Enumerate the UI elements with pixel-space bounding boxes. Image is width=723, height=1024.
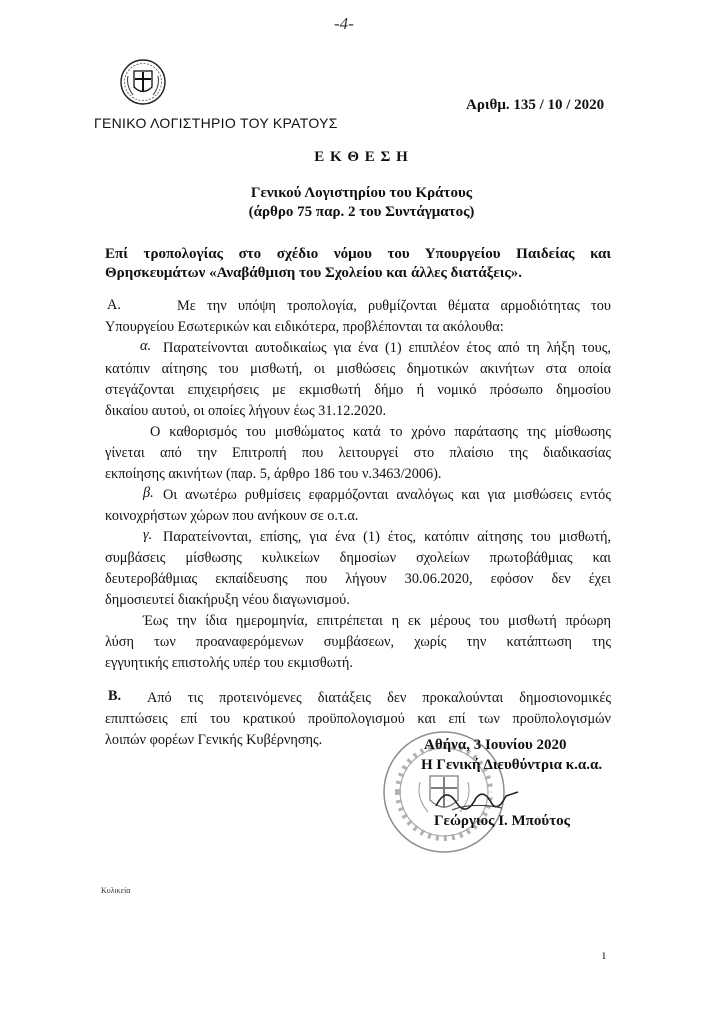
item-gamma-marker: γ.: [143, 527, 153, 543]
item-alpha-marker: α.: [140, 338, 152, 354]
agency-name: ΓΕΝΙΚΟ ΛΟΓΙΣΤΗΡΙΟ ΤΟΥ ΚΡΑΤΟΥΣ: [94, 115, 338, 131]
subject-line: Επί τροπολογίας στο σχέδιο νόμου του Υπουργείου Παιδείας και: [105, 246, 611, 262]
section-a-line: Με την υπόψη τροπολογία, ρυθμίζονται θέματα αρμοδιότητας του: [177, 298, 611, 314]
item-alpha-line: δικαίου αυτού, οι οποίες λήγουν έως 31.12.2020.: [105, 403, 387, 419]
item-gamma-line: συμβάσεις μίσθωσης κυλικείων δημοσίων σχολείων πρωτοβάθμιας και: [105, 550, 611, 566]
section-b-line: λοιπών φορέων Γενικής Κυβέρνησης.: [105, 732, 323, 748]
item-beta-line: Οι ανωτέρω ρυθμίσεις εφαρμόζονται αναλόγως και για μισθώσεις εντός: [163, 487, 611, 503]
document-subtitle: Γενικού Λογιστηρίου του Κράτους: [250, 185, 473, 201]
document-subtitle-article: (άρθρο 75 παρ. 2 του Συντάγματος): [248, 204, 475, 220]
item-alpha-line: κατόπιν αίτησης του μισθωτή, οι μισθώσεις δημοτικών ακινήτων στα οποία: [105, 361, 611, 377]
item-beta-marker: β.: [143, 485, 154, 501]
item-alpha-line: στεγάζονται επιχειρήσεις με εκμισθωτή δήμο ή νομικό πρόσωπο δημοσίου: [105, 382, 611, 398]
section-a-marker: Α.: [107, 297, 121, 313]
page-corner-mark: ı: [602, 948, 606, 963]
section-b-line: Από τις προτεινόμενες διατάξεις δεν προκαλούνται δημοσιονομικές: [147, 690, 611, 706]
page-mark: -4-: [334, 14, 354, 33]
item-beta-line: κοινοχρήστων χώρων που ανήκουν σε ο.τ.α.: [105, 508, 359, 524]
item-alpha-line: γίνεται από την Επιτροπή που λειτουργεί στο πλαίσιο της διαδικασίας: [105, 445, 611, 461]
reference-number: Αριθμ. 135 / 10 / 2020: [466, 97, 605, 113]
section-a-line: Υπουργείου Εσωτερικών και ειδικότερα, προβλέπονται τα ακόλουθα:: [105, 319, 504, 335]
item-gamma-line: δημοσιευτεί διακήρυξη νέου διαγωνισμού.: [105, 592, 350, 608]
item-alpha-line: εκποίησης ακινήτων (παρ. 5, άρθρο 186 του ν.3463/2006).: [105, 466, 442, 482]
signature-date: Αθήνα, 3 Ιουνίου 2020: [424, 737, 567, 753]
document-title: Ε Κ Θ Ε Σ Η: [314, 149, 409, 165]
item-gamma-line: εγγυητικής επιστολής υπέρ του εκμισθωτή.: [105, 655, 353, 671]
subject-line: Θρησκευμάτων «Αναβάθμιση του Σχολείου και άλλες διατάξεις».: [105, 265, 522, 281]
item-gamma-line: Έως την ίδια ημερομηνία, επιτρέπεται η εκ μέρους του μισθωτή πρόωρη: [143, 613, 611, 629]
greek-emblem-icon: [118, 56, 168, 108]
item-alpha-line: Παρατείνονται αυτοδικαίως για ένα (1) επιπλέον έτος από τη λήξη τους,: [163, 340, 611, 356]
item-gamma-line: δευτεροβάθμιας εκπαίδευσης που λήγουν 30.06.2020, εφόσον δεν έχει: [105, 571, 611, 587]
item-gamma-line: Παρατείνονται, επίσης, για ένα (1) έτος, κατόπιν αίτησης του μισθωτή,: [163, 529, 611, 545]
footer-note: Κυλικεία: [101, 886, 131, 895]
signature-name: Γεώργιος Ι. Μπούτος: [434, 813, 570, 829]
section-b-line: επιπτώσεις επί του κρατικού προϋπολογισμού και επί των προϋπολογισμών: [105, 711, 611, 727]
section-b-marker: Β.: [108, 688, 122, 704]
signature-role: Η Γενική Διευθύντρια κ.α.α.: [421, 757, 603, 773]
item-alpha-line: Ο καθορισμός του μισθώματος κατά το χρόνο παράτασης της μίσθωσης: [150, 424, 611, 440]
item-gamma-line: λύση των προαναφερόμενων συμβάσεων, χωρίς την κατάπτωση της: [105, 634, 611, 650]
